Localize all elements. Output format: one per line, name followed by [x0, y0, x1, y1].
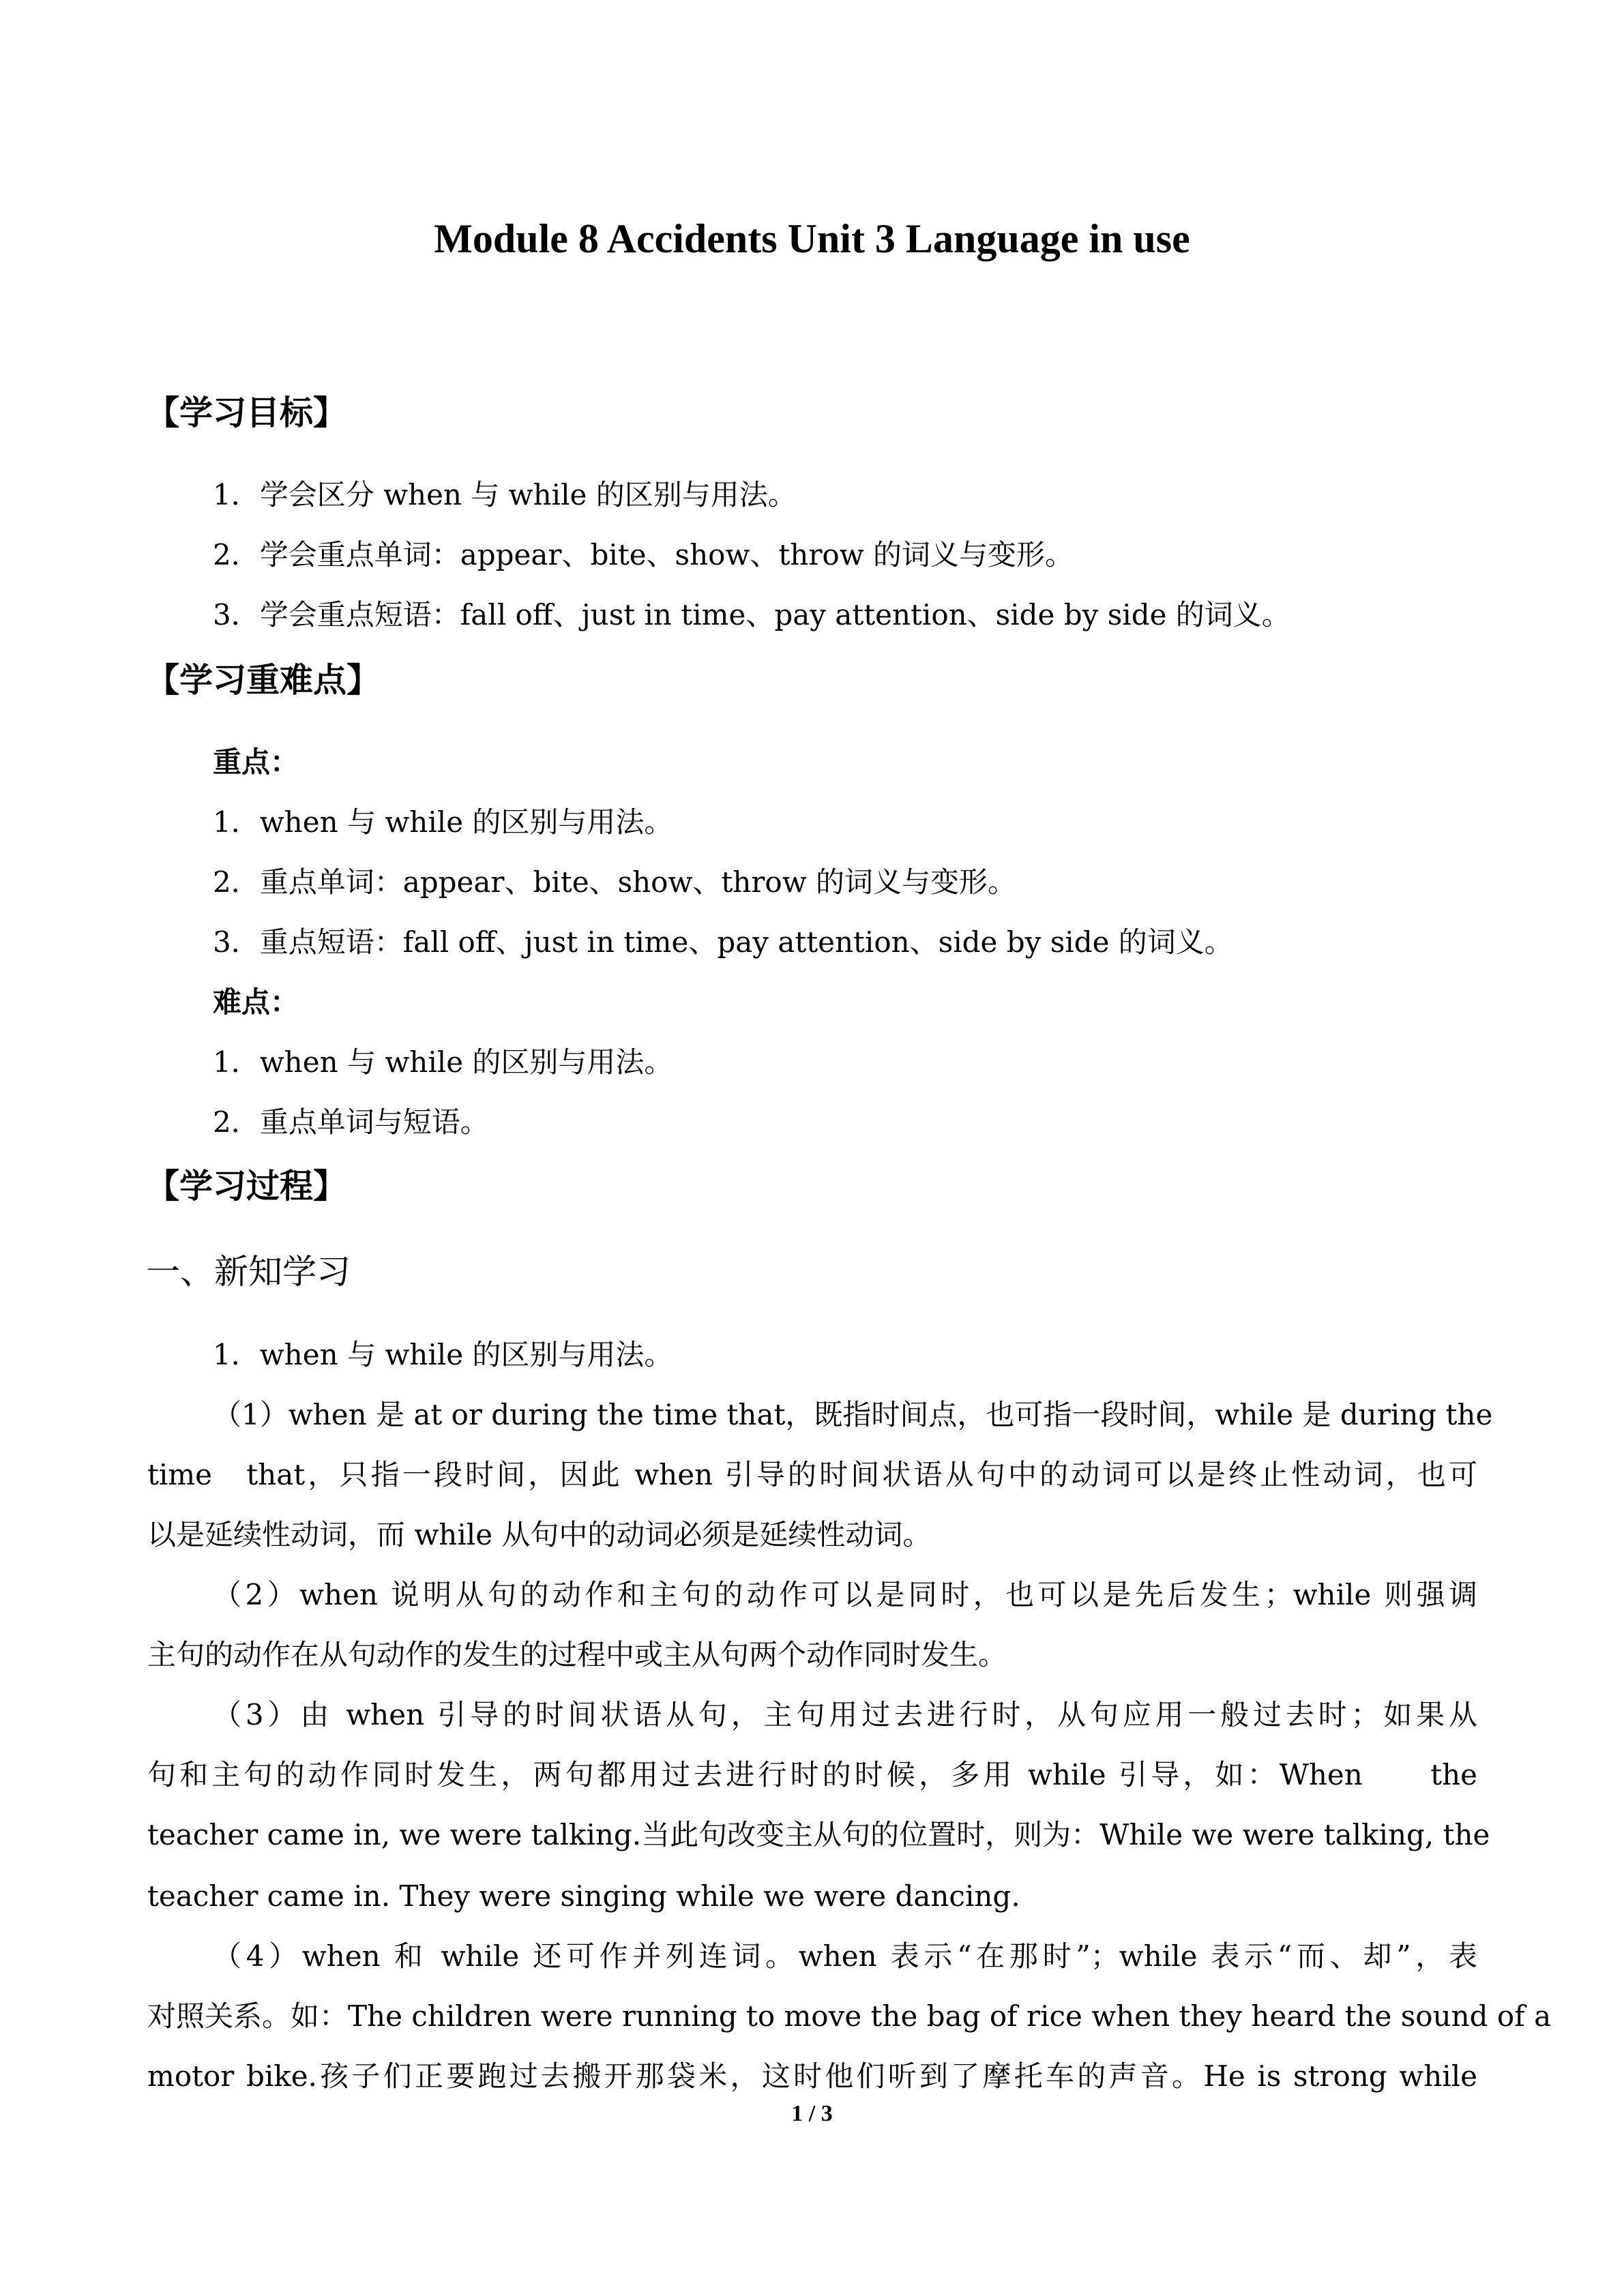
- key-label: 重点：: [213, 745, 299, 779]
- paragraph-3-line-4: teacher came in. They were singing while we were dancing.: [147, 1879, 1020, 1913]
- objective-item-2: 2．学会重点单词：appear、bite、show、throw 的词义与变形。: [213, 538, 1074, 571]
- paragraph-2-line-2: 主句的动作在从句动作的发生的过程中或主从句两个动作同时发生。: [147, 1638, 1007, 1671]
- objective-item-3: 3．学会重点短语：fall off、just in time、pay attention、side by side 的词义。: [213, 598, 1290, 631]
- paragraph-4-line-3: motor bike.孩子们正要跑过去搬开那袋米，这时他们听到了摩托车的声音。He is strong while: [147, 2059, 1477, 2093]
- paragraph-2-line-1: （2）when 说明从句的动作和主句的动作可以是同时，也可以是先后发生；while 则强调: [213, 1578, 1477, 1611]
- objective-item-1: 1．学会区分 when 与 while 的区别与用法。: [213, 478, 797, 511]
- paragraph-1-line-2: time that，只指一段时间，因此 when 引导的时间状语从句中的动词可以是终止性动词，也可: [147, 1458, 1477, 1491]
- key-points-heading: 【学习重难点】: [146, 661, 381, 700]
- paragraph-4-line-1: （4）when 和 while 还可作并列连词。when 表示“在那时”；while 表示“而、却”，表: [213, 1939, 1477, 1973]
- paragraph-1-line-1: （1）when 是 at or during the time that，既指时间点，也可指一段时间，while 是 during the: [213, 1398, 1493, 1431]
- page-title: Module 8 Accidents Unit 3 Language in use: [434, 216, 1190, 261]
- process-heading: 【学习过程】: [146, 1167, 347, 1206]
- paragraph-3-line-3: teacher came in, we were talking.当此句改变主从句的位置时，则为：While we were talking, the: [147, 1818, 1490, 1851]
- process-item-1: 1．when 与 while 的区别与用法。: [213, 1338, 673, 1371]
- paragraph-1-line-3: 以是延续性动词，而 while 从句中的动词必须是延续性动词。: [147, 1518, 932, 1551]
- page-number: 1 / 3: [791, 2101, 833, 2126]
- objectives-heading: 【学习目标】: [146, 393, 347, 432]
- section-new-knowledge: 一、新知学习: [146, 1252, 351, 1292]
- paragraph-3-line-1: （3）由 when 引导的时间状语从句，主句用过去进行时，从句应用一般过去时；如果从: [213, 1698, 1477, 1731]
- paragraph-4-line-2: 对照关系。如：The children were running to move the bag of rice when they heard the sound of a: [147, 1999, 1552, 2033]
- key-item-3: 3．重点短语：fall off、just in time、pay attention、side by side 的词义。: [213, 925, 1233, 959]
- difficult-label: 难点：: [213, 985, 299, 1019]
- difficult-item-2: 2．重点单词与短语。: [213, 1105, 489, 1139]
- difficult-item-1: 1．when 与 while 的区别与用法。: [213, 1045, 673, 1079]
- key-item-1: 1．when 与 while 的区别与用法。: [213, 805, 673, 839]
- paragraph-3-line-2: 句和主句的动作同时发生，两句都用过去进行时的时候，多用 while 引导，如：When the: [147, 1758, 1477, 1791]
- key-item-2: 2．重点单词：appear、bite、show、throw 的词义与变形。: [213, 865, 1016, 899]
